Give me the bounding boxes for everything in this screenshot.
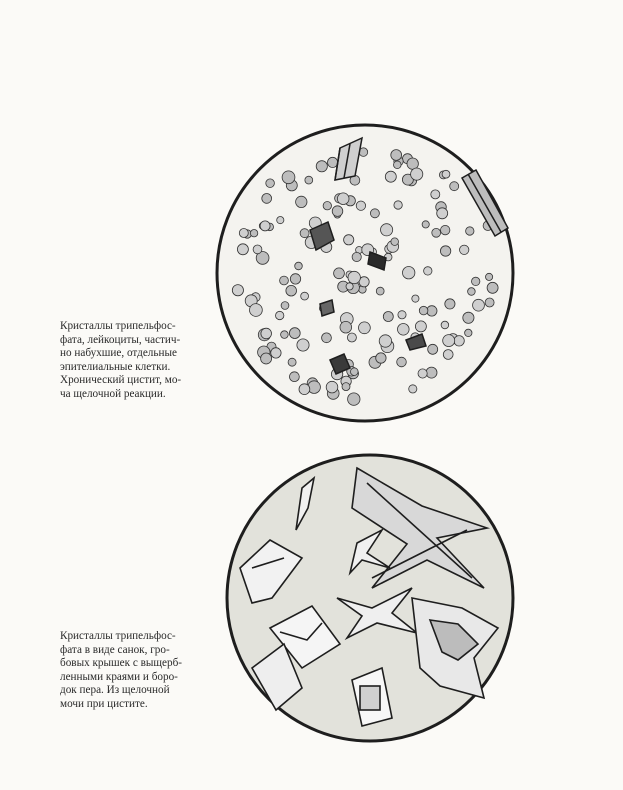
leukocyte [342, 383, 350, 391]
leukocyte [271, 348, 281, 358]
leukocyte [332, 206, 343, 217]
leukocyte [419, 306, 428, 315]
leukocyte [296, 196, 307, 207]
leukocyte [468, 288, 476, 296]
leukocyte [403, 267, 415, 279]
leukocyte [412, 295, 419, 302]
leukocyte [346, 283, 353, 290]
leukocyte [394, 201, 402, 209]
leukocyte [383, 312, 393, 322]
field-circle [217, 125, 513, 421]
leukocyte [463, 312, 474, 323]
leukocyte [337, 193, 349, 205]
leukocyte [334, 268, 345, 279]
leukocyte [485, 298, 494, 307]
leukocyte [237, 244, 248, 255]
leukocyte [415, 321, 426, 332]
leukocyte [422, 221, 429, 228]
leukocyte [289, 328, 300, 339]
leukocyte [295, 262, 303, 270]
leukocyte [376, 287, 384, 295]
leukocyte [297, 339, 309, 351]
caption-line: ленными краями и боро- [60, 670, 178, 683]
caption-line: фата, лейкоциты, частич- [60, 333, 181, 346]
leukocyte [398, 311, 406, 319]
leukocyte [266, 179, 275, 188]
leukocyte [442, 170, 450, 178]
leukocyte [472, 277, 480, 285]
leukocyte [424, 267, 432, 275]
leukocyte [316, 161, 327, 172]
caption-line: эпителиальные клетки. [60, 360, 171, 373]
leukocyte [305, 176, 313, 184]
leukocyte [348, 271, 360, 283]
caption-line: но набухшие, отдельные [60, 347, 177, 359]
leukocyte [418, 369, 427, 378]
leukocyte [445, 299, 455, 309]
leukocyte [300, 229, 309, 238]
leukocyte [426, 367, 437, 378]
leukocyte [391, 238, 399, 246]
leukocyte [385, 171, 396, 182]
leukocyte [460, 245, 469, 254]
figure-caption-bottom [60, 630, 218, 711]
leukocyte [276, 311, 284, 319]
caption-line: Кристаллы трипельфос- [60, 630, 176, 642]
leukocyte [411, 168, 423, 180]
leukocyte [262, 194, 272, 204]
leukocyte [290, 372, 300, 382]
caption-line: фата в виде санок, гро- [60, 643, 170, 656]
leukocyte [328, 157, 338, 167]
leukocyte [487, 282, 498, 293]
leukocyte [486, 273, 493, 280]
caption-line: бовых крышек с выщерб- [60, 657, 182, 669]
leukocyte [352, 252, 361, 261]
microscope-field-bottom [222, 448, 532, 758]
leukocyte [323, 202, 331, 210]
leukocyte [466, 227, 474, 235]
figure-caption-top [60, 320, 218, 401]
leukocyte [232, 285, 243, 296]
caption-line: док пера. Из щелочной [60, 684, 170, 696]
leukocyte [450, 182, 459, 191]
leukocyte [441, 225, 450, 234]
leukocyte [261, 328, 272, 339]
leukocyte [301, 292, 309, 300]
leukocyte [250, 304, 263, 317]
leukocyte [454, 336, 464, 346]
leukocyte [376, 353, 386, 363]
leukocyte [432, 228, 441, 237]
leukocyte [348, 393, 360, 405]
caption-line: мочи при цистите. [60, 697, 148, 710]
caption-line: ча щелочной реакции. [60, 387, 166, 400]
leukocyte [261, 353, 272, 364]
leukocyte [299, 384, 310, 395]
leukocyte [351, 368, 359, 376]
leukocyte [340, 321, 352, 333]
leukocyte [443, 335, 455, 347]
leukocyte [326, 381, 338, 393]
leukocyte [394, 161, 402, 169]
leukocyte [379, 335, 391, 347]
leukocyte [409, 385, 417, 393]
leukocyte [428, 344, 438, 354]
leukocyte [398, 324, 410, 336]
leukocyte [381, 224, 393, 236]
leukocyte [440, 246, 450, 256]
leukocyte [260, 221, 270, 231]
caption-line: Хронический цистит, мо- [60, 374, 182, 386]
caption-line: Кристаллы трипельфос- [60, 320, 176, 332]
leukocyte [281, 331, 289, 339]
leukocyte [253, 245, 262, 254]
leukocyte [397, 357, 407, 367]
leukocyte [347, 333, 356, 342]
leukocyte [280, 276, 289, 285]
leukocyte [290, 274, 300, 284]
leukocyte [344, 235, 354, 245]
leukocyte [356, 201, 365, 210]
microscope-field-top [210, 118, 520, 428]
leukocyte [437, 208, 448, 219]
leukocyte [465, 329, 472, 336]
leukocyte [250, 230, 257, 237]
leukocyte [277, 217, 284, 224]
leukocyte [443, 350, 453, 360]
leukocyte [431, 190, 440, 199]
leukocyte [239, 229, 248, 238]
leukocyte [286, 285, 297, 296]
leukocyte [322, 333, 332, 343]
leukocyte [441, 321, 449, 329]
leukocyte [359, 322, 371, 334]
leukocyte [391, 150, 402, 161]
leukocyte [473, 299, 485, 311]
leukocyte [288, 358, 296, 366]
leukocyte [282, 171, 295, 184]
leukocyte [281, 302, 289, 310]
leukocyte [370, 209, 379, 218]
